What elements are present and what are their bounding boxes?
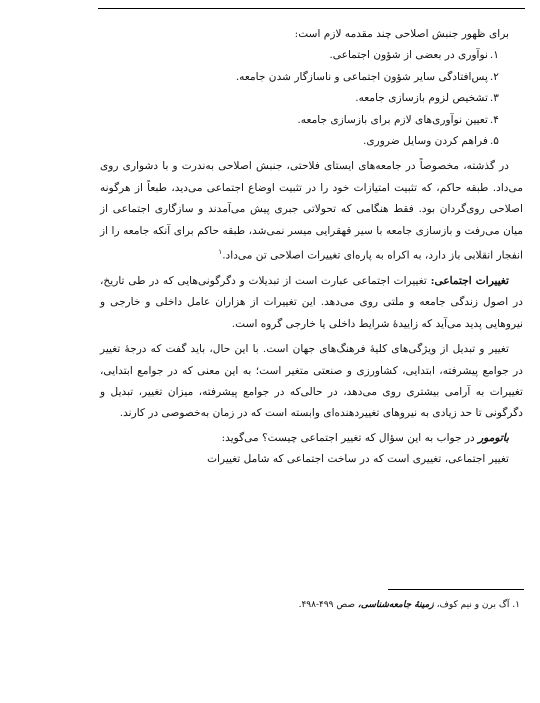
page-body	[100, 24, 523, 471]
list-number: ۴.	[489, 113, 499, 126]
list-item	[100, 45, 499, 66]
list-text: پس‌افتادگی سایر شؤون اجتماعی و ناسازگار شدن جامعه.	[235, 70, 488, 83]
paragraph-quote: تغییر اجتماعی، تغییری است که در ساخت اجتماعی که شامل تغییرات	[207, 453, 509, 466]
author-name: باتومور	[478, 431, 509, 444]
list-number: ۳.	[489, 92, 499, 105]
footnote-rule	[388, 589, 524, 590]
footnote-title: زمینهٔ جامعه‌شناسی،	[357, 600, 434, 610]
list-item	[100, 110, 499, 131]
paragraph-text: در جواب به این سؤال که تغییر اجتماعی چیست؟ می‌گوید:	[221, 431, 479, 444]
footnote-pages: صص ۴۹۹-۴۹۸.	[298, 600, 356, 610]
intro-line: برای ظهور جنبش اصلاحی چند مقدمه لازم است:	[294, 28, 509, 40]
list-number: ۵.	[489, 135, 499, 148]
paragraph-text: تغییرات اجتماعی عبارت است از تبدیلات و دگرگونی‌هایی که در طی تاریخ، در اصول زندگی جامعه و ملتی روی می‌دهد. این تغییرات از هزاران عامل داخلی و خارجی و نیروهایی پدید می‌آید که زاییدهٔ شرایط داخلی یا خارجی گروه است.	[100, 275, 523, 330]
paragraph-social-change-definition	[100, 271, 523, 335]
list-text: فراهم کردن وسایل ضروری.	[363, 135, 488, 148]
paragraph-reform-history	[100, 156, 523, 267]
prerequisite-list	[100, 45, 523, 152]
header-rule	[98, 8, 525, 9]
list-text: تعیین نوآوری‌های لازم برای بازسازی جامعه.	[297, 113, 488, 126]
paragraph-bottomore	[100, 428, 523, 449]
list-item	[100, 67, 499, 88]
list-item	[100, 131, 499, 152]
footnote	[100, 598, 520, 612]
footnote-number: ۱.	[512, 600, 520, 610]
footnote-authors: آگ برن و نیم کوف،	[436, 600, 510, 610]
paragraph-cultures-change: تغییر و تبدیل از ویژگی‌های کلیهٔ فرهنگ‌های جهان است. با این حال، باید گفت که درجهٔ تغییر در جوامع پیشرفته، ابتدایی، کشاورزی و صنعتی متغیر است؛ به این معنی که در جوامع ابتدایی، تغییرات به آرامی بیشتری روی می‌دهد، در حالی‌که در جوامع پیشرفته، میزان تغییر، تبدیل و دگرگونی تا حد زیادی به نیروهای تغییردهنده‌ای وابسته است که در زمان به‌خصوصی در کارند.	[100, 343, 523, 420]
list-item	[100, 88, 499, 109]
paragraph-text: در گذشته، مخصوصاً در جامعه‌های ایستای فلاحتی، جنبش اصلاحی به‌ندرت و با دشواری روی می‌داد. طبقه حاکم، که تثبیت امتیازات خود را در تثبیت اوضاع اجتماعی می‌دید، طبعاً از هرگونه اصلاحی روی‌گردان بود. فقط هنگامی که تحولاتی جبری پیش می‌آمدند و سازگاری اجتماعی از میان می‌رفت و بازسازی جامعه با سیر قهقرایی میسر نمی‌شد، طبقه حاکم برای آنکه جامعه را از انفجار انقلابی باز دارد، به اکراه به پاره‌ای تغییرات اصلاحی تن می‌داد.	[100, 160, 523, 262]
term-heading: تغییرات اجتماعی:	[430, 275, 509, 287]
footnote-reference[interactable]: ۱	[218, 248, 223, 257]
list-text: تشخیص لزوم بازسازی جامعه.	[355, 92, 488, 105]
list-text: نوآوری در بعضی از شؤون اجتماعی.	[329, 49, 488, 62]
list-number: ۲.	[489, 70, 499, 83]
list-number: ۱.	[489, 49, 499, 62]
